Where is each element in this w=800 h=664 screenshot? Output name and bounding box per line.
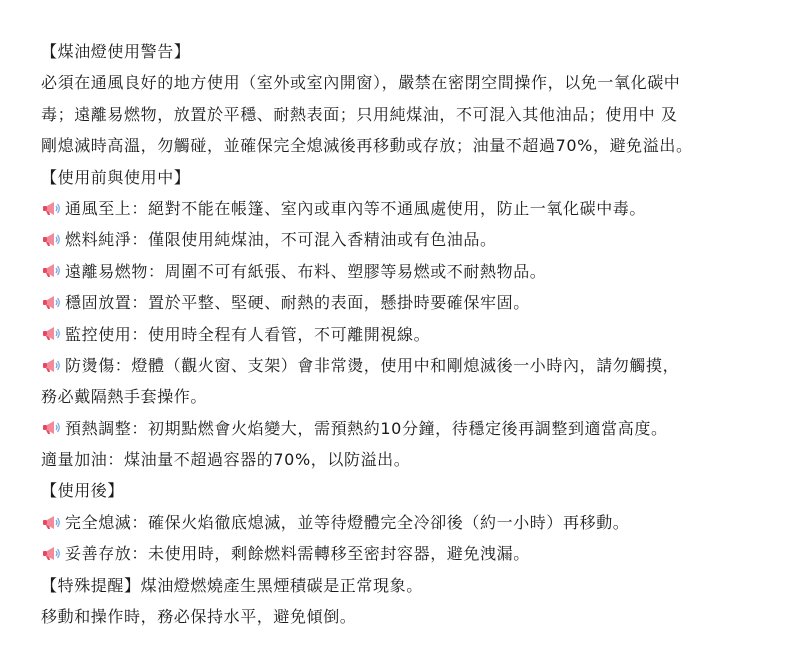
list-item-text: 監控使用：使用時全程有人看管，不可離開視線。 — [65, 324, 431, 344]
list-item-continuation: 適量加油：煤油量不超過容器的70%，以防溢出。 — [41, 450, 411, 470]
list-item — [41, 224, 764, 255]
list-item — [41, 256, 764, 287]
special-reminder-line: 【特殊提醒】煤油燈燃燒產生黑煙積碳是正常現象。 — [41, 575, 423, 595]
list-item — [41, 413, 764, 444]
section-heading-after-use: 【使用後】 — [41, 481, 125, 501]
megaphone-icon — [41, 420, 61, 436]
warning-line: 必須在通風良好的地方使用（室外或室內開窗），嚴禁在密閉空間操作，以免一氧化碳中 — [41, 73, 681, 93]
special-reminder-line: 移動和操作時，務必保持水平，避免傾倒。 — [41, 607, 357, 627]
warning-line: 毒；遠離易燃物，放置於平穩、耐熱表面；只用純煤油，不可混入其他油品；使用中 及 — [41, 104, 678, 124]
section-heading-warning: 【煤油燈使用警告】 — [41, 42, 191, 61]
megaphone-icon — [41, 295, 61, 311]
list-item-text: 遠離易燃物：周圍不可有紙張、布料、塑膠等易燃或不耐熱物品。 — [65, 261, 547, 281]
megaphone-icon — [41, 358, 61, 374]
warning-line: 剛熄滅時高溫，勿觸碰，並確保完全熄滅後再移動或存放；油量不超過70%，避免溢出。 — [41, 136, 693, 156]
megaphone-icon — [41, 201, 61, 217]
megaphone-icon — [41, 232, 61, 248]
list-item — [41, 319, 764, 350]
list-item-text: 妥善存放：未使用時，剩餘燃料需轉移至密封容器，避免洩漏。 — [65, 544, 530, 564]
list-item — [41, 350, 764, 381]
list-item — [41, 507, 764, 538]
section-heading-before-during: 【使用前與使用中】 — [41, 167, 191, 187]
list-item-text: 燃料純淨：僅限使用純煤油，不可混入香精油或有色油品。 — [65, 230, 497, 250]
list-item-continuation: 務必戴隔熱手套操作。 — [41, 387, 208, 407]
list-item — [41, 193, 764, 224]
megaphone-icon — [41, 263, 61, 279]
list-item-text: 預熱調整：初期點燃會火焰變大，需預熱約10分鐘，待穩定後再調整到適當高度。 — [65, 418, 668, 438]
list-item — [41, 287, 764, 318]
list-item-text: 通風至上：絕對不能在帳篷、室內或車內等不通風處使用，防止一氧化碳中毒。 — [65, 198, 647, 218]
megaphone-icon — [41, 326, 61, 342]
list-item-text: 穩固放置：置於平整、堅硬、耐熱的表面，懸掛時要確保牢固。 — [65, 293, 530, 313]
list-item-text: 防燙傷：燈體（觀火窗、支架）會非常燙，使用中和剛熄滅後一小時內，請勿觸摸， — [65, 355, 680, 375]
list-item-text: 完全熄滅：確保火焰徹底熄滅，並等待燈體完全冷卻後（約一小時）再移動。 — [65, 512, 630, 532]
megaphone-icon — [41, 546, 61, 562]
megaphone-icon — [41, 515, 61, 531]
list-item — [41, 538, 764, 569]
